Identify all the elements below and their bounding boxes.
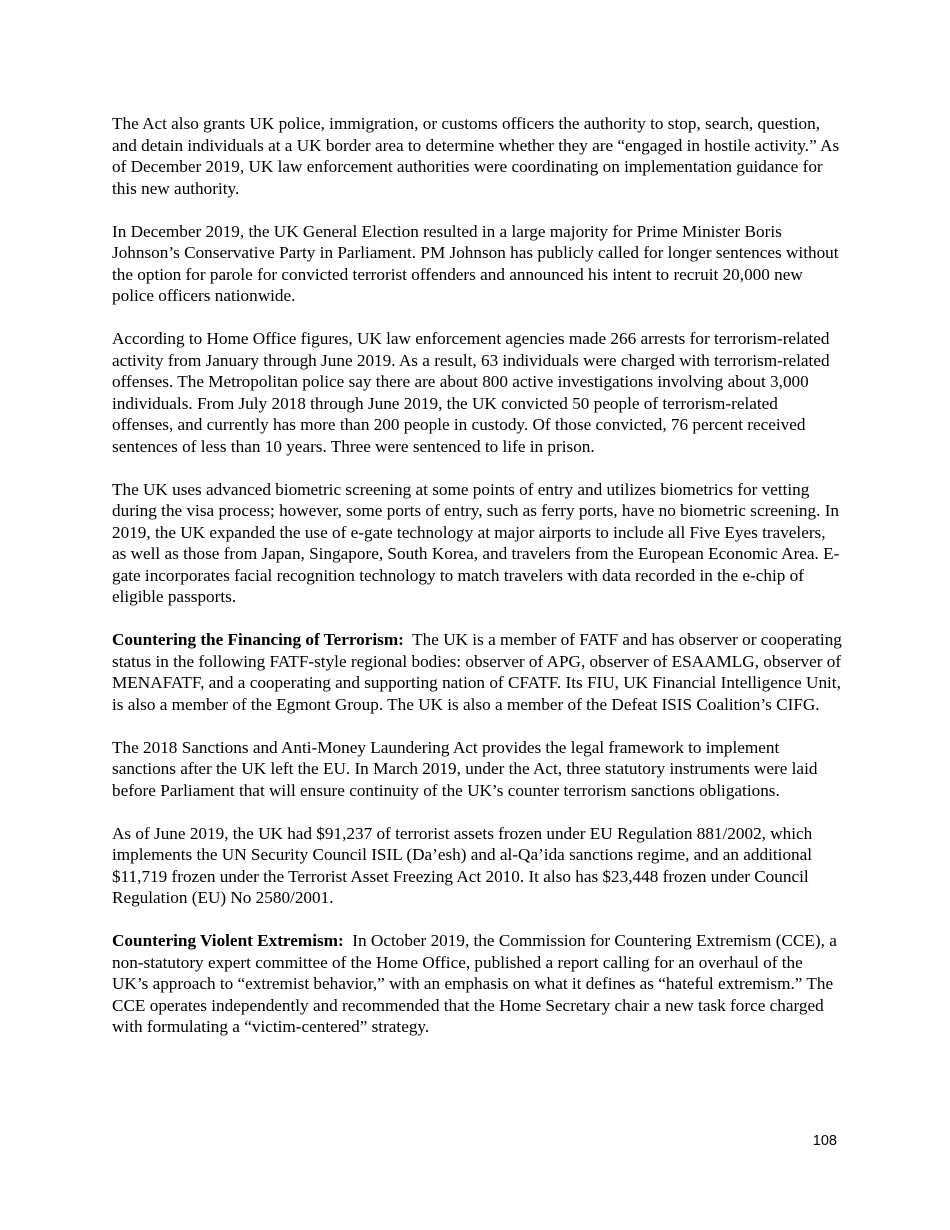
section-heading-financing: Countering the Financing of Terrorism: [112,630,404,649]
paragraph-border-authority [112,113,842,199]
paragraph-text: The Act also grants UK police, immigration, or customs officers the authority to stop, search, question, and detain individuals at a UK border area to determine whether they are “engaged in hostile activity.” As of December 2019, UK law enforcement authorities were coordinating on implementation guidance for this new authority. [112,114,840,198]
paragraph-sanctions-act [112,737,842,802]
paragraph-text: The UK is a member of FATF and has observer or cooperating status in the following FATF-style regional bodies: observer of APG, observer of ESAAMLG, observer of MENAFATF, and a cooperating and supporting nation of CFATF. Its FIU, UK Financial Intelligence Unit, is also a member of the Egmont Group. The UK is also a member of the Defeat ISIS Coalition’s CIFG. [112,630,842,714]
paragraph-text: The 2018 Sanctions and Anti-Money Laundering Act provides the legal framework to implement sanctions after the UK left the EU. In March 2019, under the Act, three statutory instruments were laid before Parliament that will ensure continuity of the UK’s counter terrorism sanctions obligations. [112,737,818,800]
paragraph-frozen-assets [112,823,842,909]
paragraph-financing-terrorism [112,629,842,715]
paragraph-violent-extremism [112,930,842,1038]
section-heading-cve: Countering Violent Extremism: [112,931,344,950]
paragraph-arrest-statistics [112,328,842,457]
paragraph-text: In October 2019, the Commission for Countering Extremism (CCE), a non-statutory expert committee of the Home Office, published a report calling for an overhaul of the UK’s approach to “extremist behavior,” with an emphasis on what it defines as “hateful extremism.” The CCE operates independently and recommended that the Home Secretary chair a new task force charged with formulating a “victim-centered” strategy. [112,931,837,1036]
paragraph-text: As of June 2019, the UK had $91,237 of terrorist assets frozen under EU Regulation 881/2002, which implements the UN Security Council ISIL (Da’esh) and al-Qa’ida sanctions regime, and an additional $11,719 frozen under the Terrorist Asset Freezing Act 2010. It also has $23,448 frozen under Council Regulation (EU) No 2580/2001. [112,823,813,907]
page-number: 108 [812,1133,837,1149]
paragraph-biometric-screening [112,479,842,608]
paragraph-text: According to Home Office figures, UK law enforcement agencies made 266 arrests for terrorism-related activity from January through June 2019. As a result, 63 individuals were charged with terrorism-related offenses. The Metropolitan police say there are about 800 active investigations involving about 3,000 individuals. From July 2018 through June 2019, the UK convicted 50 people of terrorism-related offenses, and currently has more than 200 people in custody. Of those convicted, 76 percent received sentences of less than 10 years. Three were sentenced to life in prison. [112,329,830,456]
paragraph-general-election [112,221,842,307]
document-body [112,113,842,1059]
paragraph-text: In December 2019, the UK General Election resulted in a large majority for Prime Minister Boris Johnson’s Conservative Party in Parliament. PM Johnson has publicly called for longer sentences without the option for parole for convicted terrorist offenders and announced his intent to recruit 20,000 new police officers nationwide. [112,221,839,305]
paragraph-text: The UK uses advanced biometric screening at some points of entry and utilizes biometrics for vetting during the visa process; however, some ports of entry, such as ferry ports, have no biometric screening. In 2019, the UK expanded the use of e-gate technology at major airports to include all Five Eyes travelers, as well as those from Japan, Singapore, South Korea, and travelers from the European Economic Area. E-gate incorporates facial recognition technology to match travelers with data recorded in the e-chip of eligible passports. [112,479,840,606]
